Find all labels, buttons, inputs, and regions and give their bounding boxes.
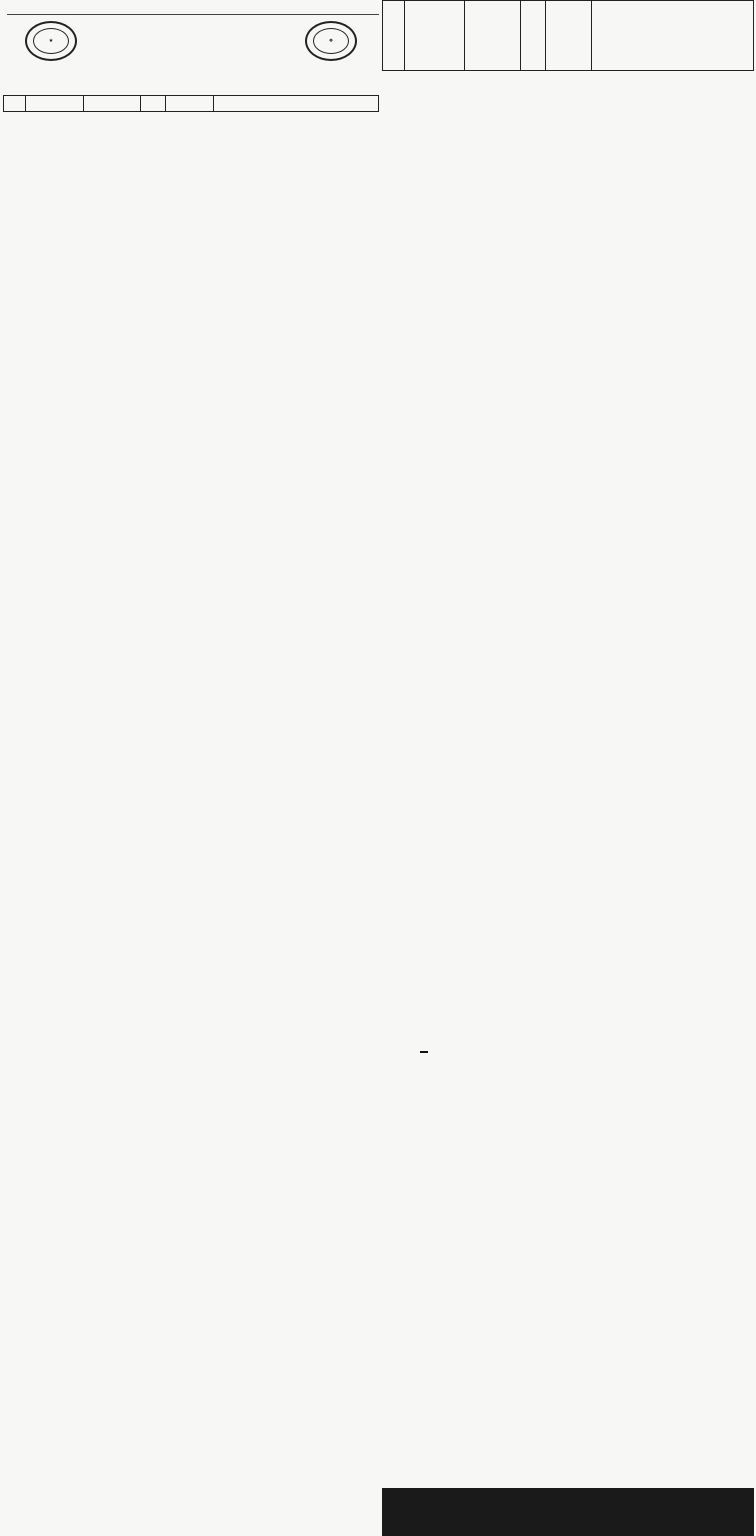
qualification-cell: [592, 1, 754, 71]
vacancy-table-left: [3, 95, 379, 112]
punjab-government-logo: ★: [25, 21, 77, 61]
right-column: [382, 0, 754, 1536]
header-posts: [141, 96, 166, 112]
header-post: [26, 96, 84, 112]
header-sr: [4, 96, 26, 112]
header-age: [166, 96, 214, 112]
ad-header: [3, 15, 379, 77]
header-qualification: [214, 96, 379, 112]
terms-section: [406, 1044, 751, 1057]
footer-banner: [382, 1488, 754, 1536]
urdu-banner: [7, 2, 379, 15]
table-row-11-continued: [383, 1, 754, 71]
left-column: [3, 0, 379, 1536]
procedure-heading: [420, 1051, 428, 1053]
population-welfare-logo: ❖: [305, 21, 357, 61]
header-grade: [84, 96, 141, 112]
vacancy-table-right: [382, 0, 754, 71]
